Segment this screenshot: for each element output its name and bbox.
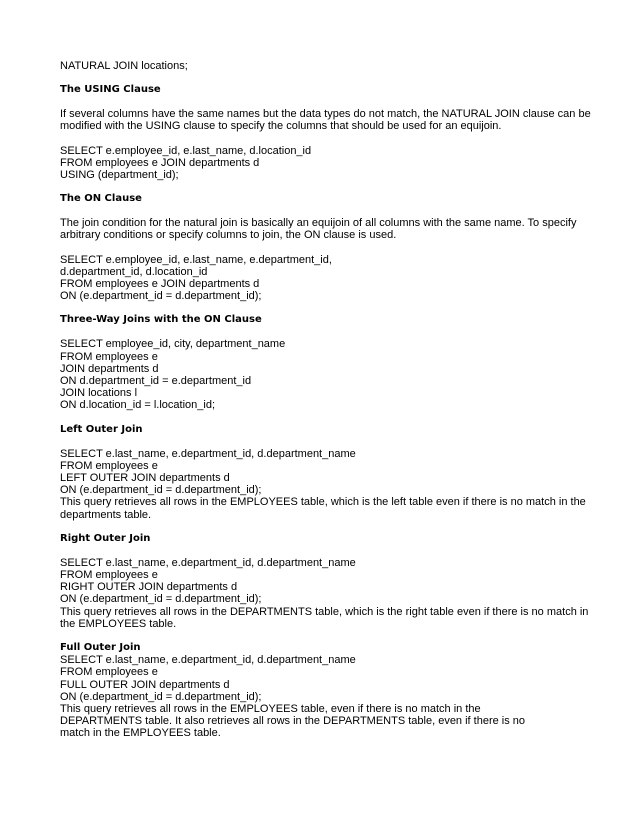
paragraph-using-clause: If several columns have the same names but the data types do not match, the NATURAL JOIN clause can be modified with the USING clause to specify the columns that should be used for an equijoin. bbox=[60, 108, 591, 133]
code-line: JOIN locations l bbox=[60, 387, 138, 400]
paragraph-full-outer-join bbox=[60, 703, 600, 740]
intro-line: NATURAL JOIN locations; bbox=[60, 60, 188, 72]
code-line: SELECT e.last_name, e.department_id, d.department_name bbox=[60, 654, 356, 667]
heading-left-outer-join: Left Outer Join bbox=[60, 423, 143, 435]
heading-using-clause: The USING Clause bbox=[60, 84, 161, 96]
code-line: ON (e.department_id = d.department_id); bbox=[60, 593, 262, 606]
code-line: ON (e.department_id = d.department_id); bbox=[60, 690, 262, 703]
code-line: ON (e.department_id = d.department_id); bbox=[60, 484, 262, 497]
heading-three-way-joins: Three-Way Joins with the ON Clause bbox=[60, 314, 262, 326]
code-line: SELECT employee_id, city, department_name bbox=[60, 338, 286, 351]
paragraph-right-outer-join: This query retrieves all rows in the DEPARTMENTS table, which is the right table even if there is no match in the EMPLOYEES table. bbox=[60, 605, 589, 630]
code-block-left-outer bbox=[60, 448, 600, 497]
code-line: FULL OUTER JOIN departments d bbox=[60, 678, 230, 691]
heading-right-outer-join: Right Outer Join bbox=[60, 532, 151, 544]
code-line: ON d.department_id = e.department_id bbox=[60, 375, 252, 388]
code-line: SELECT e.last_name, e.department_id, d.department_name bbox=[60, 447, 356, 460]
code-block-full-outer bbox=[60, 654, 600, 703]
code-line: ON d.location_id = l.location_id; bbox=[60, 399, 216, 412]
heading-on-clause: The ON Clause bbox=[60, 193, 142, 205]
code-line: FROM employees e bbox=[60, 459, 158, 472]
code-line: SELECT e.employee_id, e.last_name, e.department_id, bbox=[60, 253, 332, 266]
code-block-using bbox=[60, 145, 600, 182]
code-line: JOIN departments d bbox=[60, 362, 159, 375]
code-line: FROM employees e JOIN departments d bbox=[60, 278, 260, 291]
heading-full-outer-join: Full Outer Join bbox=[60, 642, 141, 654]
code-line: ON (e.department_id = d.department_id); bbox=[60, 290, 262, 303]
code-line: USING (department_id); bbox=[60, 169, 179, 182]
document-page bbox=[60, 60, 600, 740]
paragraph-on-clause: The join condition for the natural join is basically an equijoin of all columns with the same name. To specify arbitrary conditions or specify columns to join, the ON clause is used. bbox=[60, 217, 577, 242]
code-line: LEFT OUTER JOIN departments d bbox=[60, 472, 230, 485]
code-line: FROM employees e JOIN departments d bbox=[60, 156, 260, 169]
code-line: FROM employees e bbox=[60, 569, 158, 582]
code-line: SELECT e.last_name, e.department_id, d.department_name bbox=[60, 556, 356, 569]
paragraph-left-outer-join: This query retrieves all rows in the EMPLOYEES table, which is the left table even if there is no match in the departments table. bbox=[60, 496, 586, 521]
paragraph-line: DEPARTMENTS table. It also retrieves all rows in the DEPARTMENTS table, even if there is no bbox=[60, 715, 526, 728]
paragraph-line: match in the EMPLOYEES table. bbox=[60, 727, 221, 740]
code-line: FROM employees e bbox=[60, 350, 158, 363]
code-line: SELECT e.employee_id, e.last_name, d.location_id bbox=[60, 144, 312, 157]
code-block-three-way bbox=[60, 338, 600, 411]
code-block-right-outer bbox=[60, 557, 600, 606]
code-block-on bbox=[60, 254, 600, 303]
paragraph-line: This query retrieves all rows in the EMPLOYEES table, even if there is no match in the bbox=[60, 702, 481, 715]
code-line: FROM employees e bbox=[60, 666, 158, 679]
code-line: RIGHT OUTER JOIN departments d bbox=[60, 581, 238, 594]
code-line: d.department_id, d.location_id bbox=[60, 265, 208, 278]
